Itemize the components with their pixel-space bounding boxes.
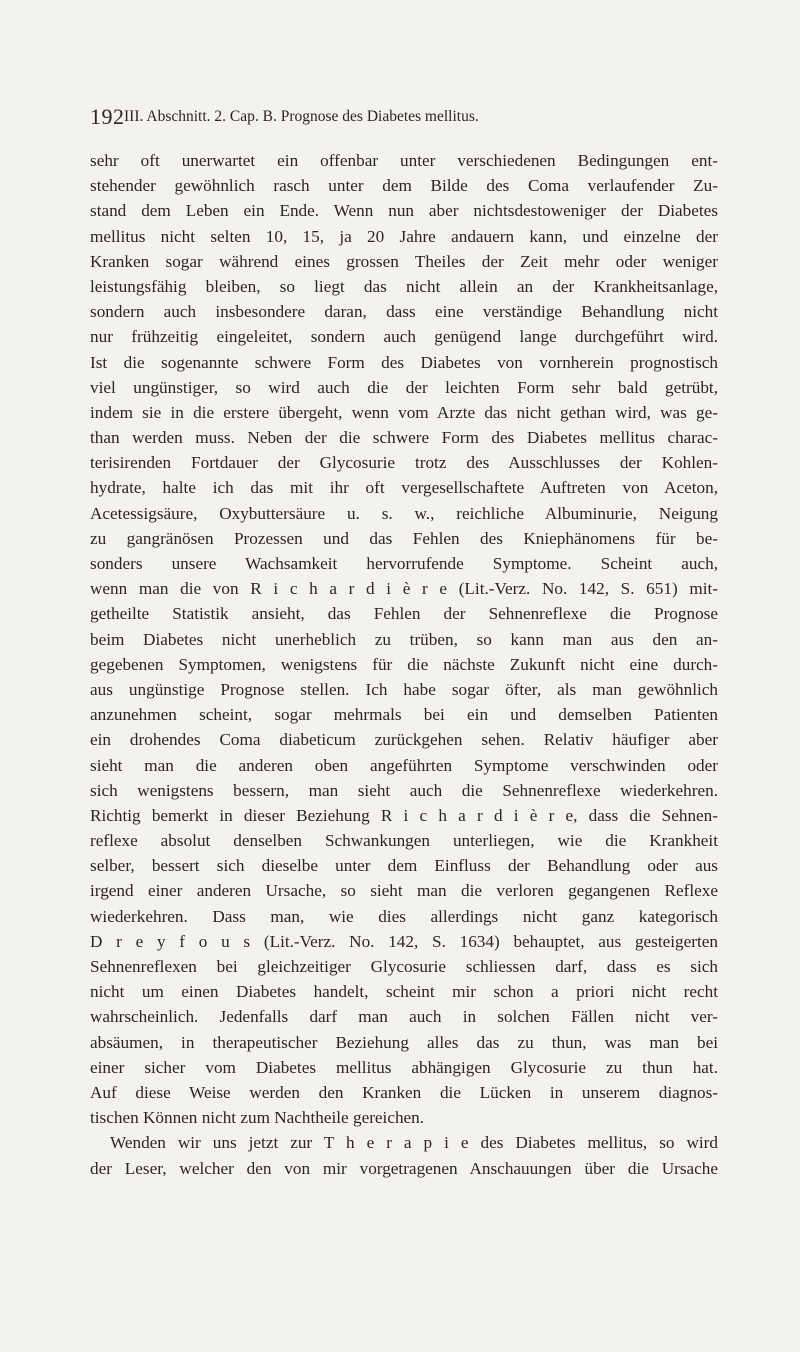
text-line: Acetessigsäure, Oxybuttersäure u. s. w., reichliche Albuminurie, Neigung: [90, 503, 718, 523]
body-text: [90, 148, 718, 1181]
text-line: leistungsfähig bleiben, so liegt das nicht allein an der Krankheitsanlage,: [90, 276, 718, 296]
text-line: der Leser, welcher den von mir vorgetragenen Anschauungen über die Ursache: [90, 1158, 718, 1178]
text-line: indem sie in die erstere übergeht, wenn vom Arzte das nicht gethan wird, was ge-: [90, 402, 718, 422]
text-line: Auf diese Weise werden den Kranken die Lücken in unserem diagnos-: [90, 1082, 718, 1102]
text-line: viel ungünstiger, so wird auch die der leichten Form sehr bald getrübt,: [90, 377, 718, 397]
text-line: terisirenden Fortdauer der Glycosurie trotz des Ausschlusses der Kohlen-: [90, 453, 718, 473]
text-line: Ist die sogenannte schwere Form des Diabetes von vornherein prognostisch: [90, 352, 718, 372]
text-line: einer sicher vom Diabetes mellitus abhängigen Glycosurie zu thun hat.: [90, 1057, 718, 1077]
text-line: sich wenigstens bessern, man sieht auch die Sehnenreflexe wiederkehren.: [90, 780, 718, 800]
text-line: aus ungünstige Prognose stellen. Ich habe sogar öfter, als man gewöhnlich: [90, 679, 718, 699]
text-line: stand dem Leben ein Ende. Wenn nun aber nichtsdestoweniger der Diabetes: [90, 201, 718, 221]
page-number: 192: [90, 104, 125, 129]
text-line: absäumen, in therapeutischer Beziehung alles das zu thun, was man bei: [90, 1032, 718, 1052]
text-line: tischen Können nicht zum Nachtheile gereichen.: [90, 1108, 425, 1128]
text-line: sondern auch insbesondere daran, dass eine verständige Behandlung nicht: [90, 302, 718, 322]
text-line: Sehnenreflexen bei gleichzeitiger Glycosurie schliessen darf, dass es sich: [90, 957, 718, 976]
text-line: selber, bessert sich dieselbe unter dem Einfluss der Behandlung oder aus: [90, 856, 718, 876]
text-line: sehr oft unerwartet ein offenbar unter verschiedenen Bedingungen ent-: [90, 151, 718, 170]
text-line: gegebenen Symptomen, wenigstens für die nächste Zukunft nicht eine durch-: [90, 654, 718, 674]
text-line: Wenden wir uns jetzt zur T h e r a p i e des Diabetes mellitus, so wird: [110, 1133, 718, 1153]
text-line: wahrscheinlich. Jedenfalls darf man auch in solchen Fällen nicht ver-: [90, 1007, 718, 1027]
text-line: ein drohendes Coma diabeticum zurückgehen sehen. Relativ häufiger aber: [90, 730, 718, 750]
text-line: nicht um einen Diabetes handelt, scheint mir schon a priori nicht recht: [90, 982, 718, 1002]
text-line: stehender gewöhnlich rasch unter dem Bilde des Coma verlaufender Zu-: [90, 176, 718, 196]
text-line: irgend einer anderen Ursache, so sieht man die verloren gegangenen Reflexe: [90, 881, 718, 901]
text-line: Richtig bemerkt in dieser Beziehung R i c h a r d i è r e, dass die Sehnen-: [90, 805, 718, 825]
text-line: wenn man die von R i c h a r d i è r e (Lit.-Verz. No. 142, S. 651) mit-: [90, 579, 718, 599]
text-line: sonders unsere Wachsamkeit hervorrufende Symptome. Scheint auch,: [90, 554, 718, 573]
text-line: Kranken sogar während eines grossen Theiles der Zeit mehr oder weniger: [90, 251, 718, 271]
text-line: reflexe absolut denselben Schwankungen unterliegen, wie die Krankheit: [90, 831, 718, 851]
text-line: sieht man die anderen oben angeführten Symptome verschwinden oder: [90, 755, 718, 775]
page-header: [90, 104, 730, 130]
text-line: mellitus nicht selten 10, 15, ja 20 Jahre andauern kann, und einzelne der: [90, 226, 718, 246]
text-line: wiederkehren. Dass man, wie dies allerdings nicht ganz kategorisch: [90, 906, 718, 926]
text-line: zu gangränösen Prozessen und das Fehlen des Kniephänomens für be-: [90, 528, 718, 548]
text-line: than werden muss. Neben der die schwere Form des Diabetes mellitus charac-: [90, 428, 718, 448]
text-line: D r e y f o u s (Lit.-Verz. No. 142, S. 1634) behauptet, aus gesteigerten: [90, 931, 718, 951]
text-line: getheilte Statistik ansieht, das Fehlen der Sehnenreflexe die Prognose: [90, 604, 718, 624]
text-line: nur frühzeitig eingeleitet, sondern auch genügend lange durchgeführt wird.: [90, 327, 718, 347]
text-line: hydrate, halte ich das mit ihr oft vergesellschaftete Auftreten von Aceton,: [90, 478, 718, 498]
text-line: anzunehmen scheint, sogar mehrmals bei ein und demselben Patienten: [90, 705, 718, 725]
running-head: III. Abschnitt. 2. Cap. B. Prognose des Diabetes mellitus.: [124, 108, 479, 125]
text-line: beim Diabetes nicht unerheblich zu trüben, so kann man aus den an-: [90, 629, 718, 649]
